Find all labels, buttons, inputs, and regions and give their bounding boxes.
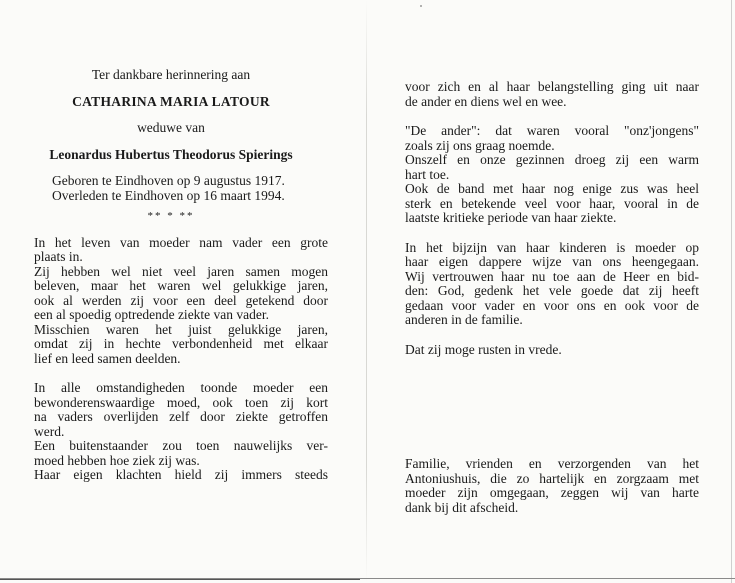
- text-line: Zij hebben wel niet veel jaren samen mogen: [34, 263, 328, 279]
- text-line: lief en leed samen deelden.: [34, 350, 181, 366]
- text-line: voor zich en al haar belangstelling ging uit naar: [405, 79, 699, 94]
- text-line: gedaan voor vader en voor ons en ook voor de: [405, 297, 699, 313]
- text-line: moed hebben hoe ziek zij was.: [34, 452, 200, 468]
- text-line: Haar eigen klachten hield zij immers steeds: [34, 467, 328, 482]
- bottom-edge-dark: [0, 579, 360, 580]
- text-line: ook al werden zij voor een deel getekend door: [34, 292, 328, 308]
- left-column: [34, 68, 328, 483]
- fold-line: [366, 0, 367, 583]
- text-line: In het bijzijn van haar kinderen is moeder op: [405, 239, 699, 255]
- husband-name: Leonardus Hubertus Theodorus Spierings: [49, 146, 293, 162]
- paragraph-others: [405, 80, 699, 109]
- text-line: In alle omstandigheden toonde moeder een: [34, 380, 328, 395]
- text-line: Onszelf en onze gezinnen droeg zij een warm: [405, 152, 699, 167]
- text-line: dank bij dit afscheid.: [405, 499, 519, 515]
- text-line: laatste kritieke periode van haar ziekte.: [405, 210, 617, 225]
- text-line: "De ander": dat waren vooral "onz'jongens": [405, 123, 699, 138]
- text-line: Familie, vrienden en verzorgenden van het: [405, 456, 699, 471]
- text-line: sterk en betekende veel voor haar, vooral in de: [405, 195, 699, 211]
- rest-in-peace: Dat zij moge rusten in vrede.: [405, 341, 562, 357]
- text-line: In het leven van moeder nam vader een grote: [34, 234, 328, 250]
- right-column: [405, 80, 699, 515]
- death-line: Overleden te Eindhoven op 16 maart 1994.: [52, 187, 285, 203]
- star-divider: ** * **: [147, 210, 195, 222]
- paragraph-marriage: [34, 236, 328, 367]
- text-line: Wij vertrouwen haar nu toe aan de Heer en bid-: [405, 268, 699, 284]
- deceased-name: CATHARINA MARIA LATOUR: [72, 93, 270, 109]
- text-line: een al spoedig optredende ziekte van vader.: [34, 307, 270, 322]
- text-line: bewonderenswaardige moed, ook toen zij kort: [34, 394, 328, 410]
- text-line: omdat zij in hechte verbondenheid met elkaar: [34, 336, 328, 351]
- text-line: de ander en diens wel en wee.: [405, 93, 567, 109]
- paragraph-courage: [34, 381, 328, 483]
- text-line: Ook de band met haar nog enige zus was heel: [405, 181, 699, 196]
- text-line: hart toe.: [405, 166, 450, 182]
- paragraph-passing: [405, 241, 699, 328]
- text-line: moeder zijn omgegaan, zeggen wij van harte: [405, 485, 699, 500]
- text-line: werd.: [34, 423, 65, 439]
- text-line: Misschien waren het juist gelukkige jaren,: [34, 321, 328, 337]
- text-line: plaats in.: [34, 249, 83, 264]
- text-line: beleven, maar het waren wel gelukkige jaren,: [34, 278, 328, 293]
- paragraph-family: [405, 124, 699, 226]
- dust-speck: [420, 5, 422, 7]
- text-line: zoals zij ons graag noemde.: [405, 137, 555, 153]
- thanks-paragraph: [405, 457, 699, 515]
- text-line: Een buitenstaander zou toen nauwelijks ver-: [34, 438, 328, 453]
- birth-line: Geboren te Eindhoven op 9 augustus 1917.: [52, 173, 285, 188]
- text-line: Antoniushuis, die zo hartelijk en zorgzaam met: [405, 470, 699, 486]
- text-line: na vaders overlijden zelf door ziekte getroffen: [34, 409, 328, 424]
- widow-of-line: weduwe van: [137, 120, 205, 135]
- intro-line: Ter dankbare herinnering aan: [91, 67, 251, 82]
- card-edge: [731, 0, 732, 583]
- text-line: den: God, gedenk het vele goede dat zij heeft: [405, 283, 699, 298]
- text-line: anderen in de familie.: [405, 312, 523, 327]
- text-line: haar eigen dappere wijze van ons heengegaan.: [405, 254, 699, 269]
